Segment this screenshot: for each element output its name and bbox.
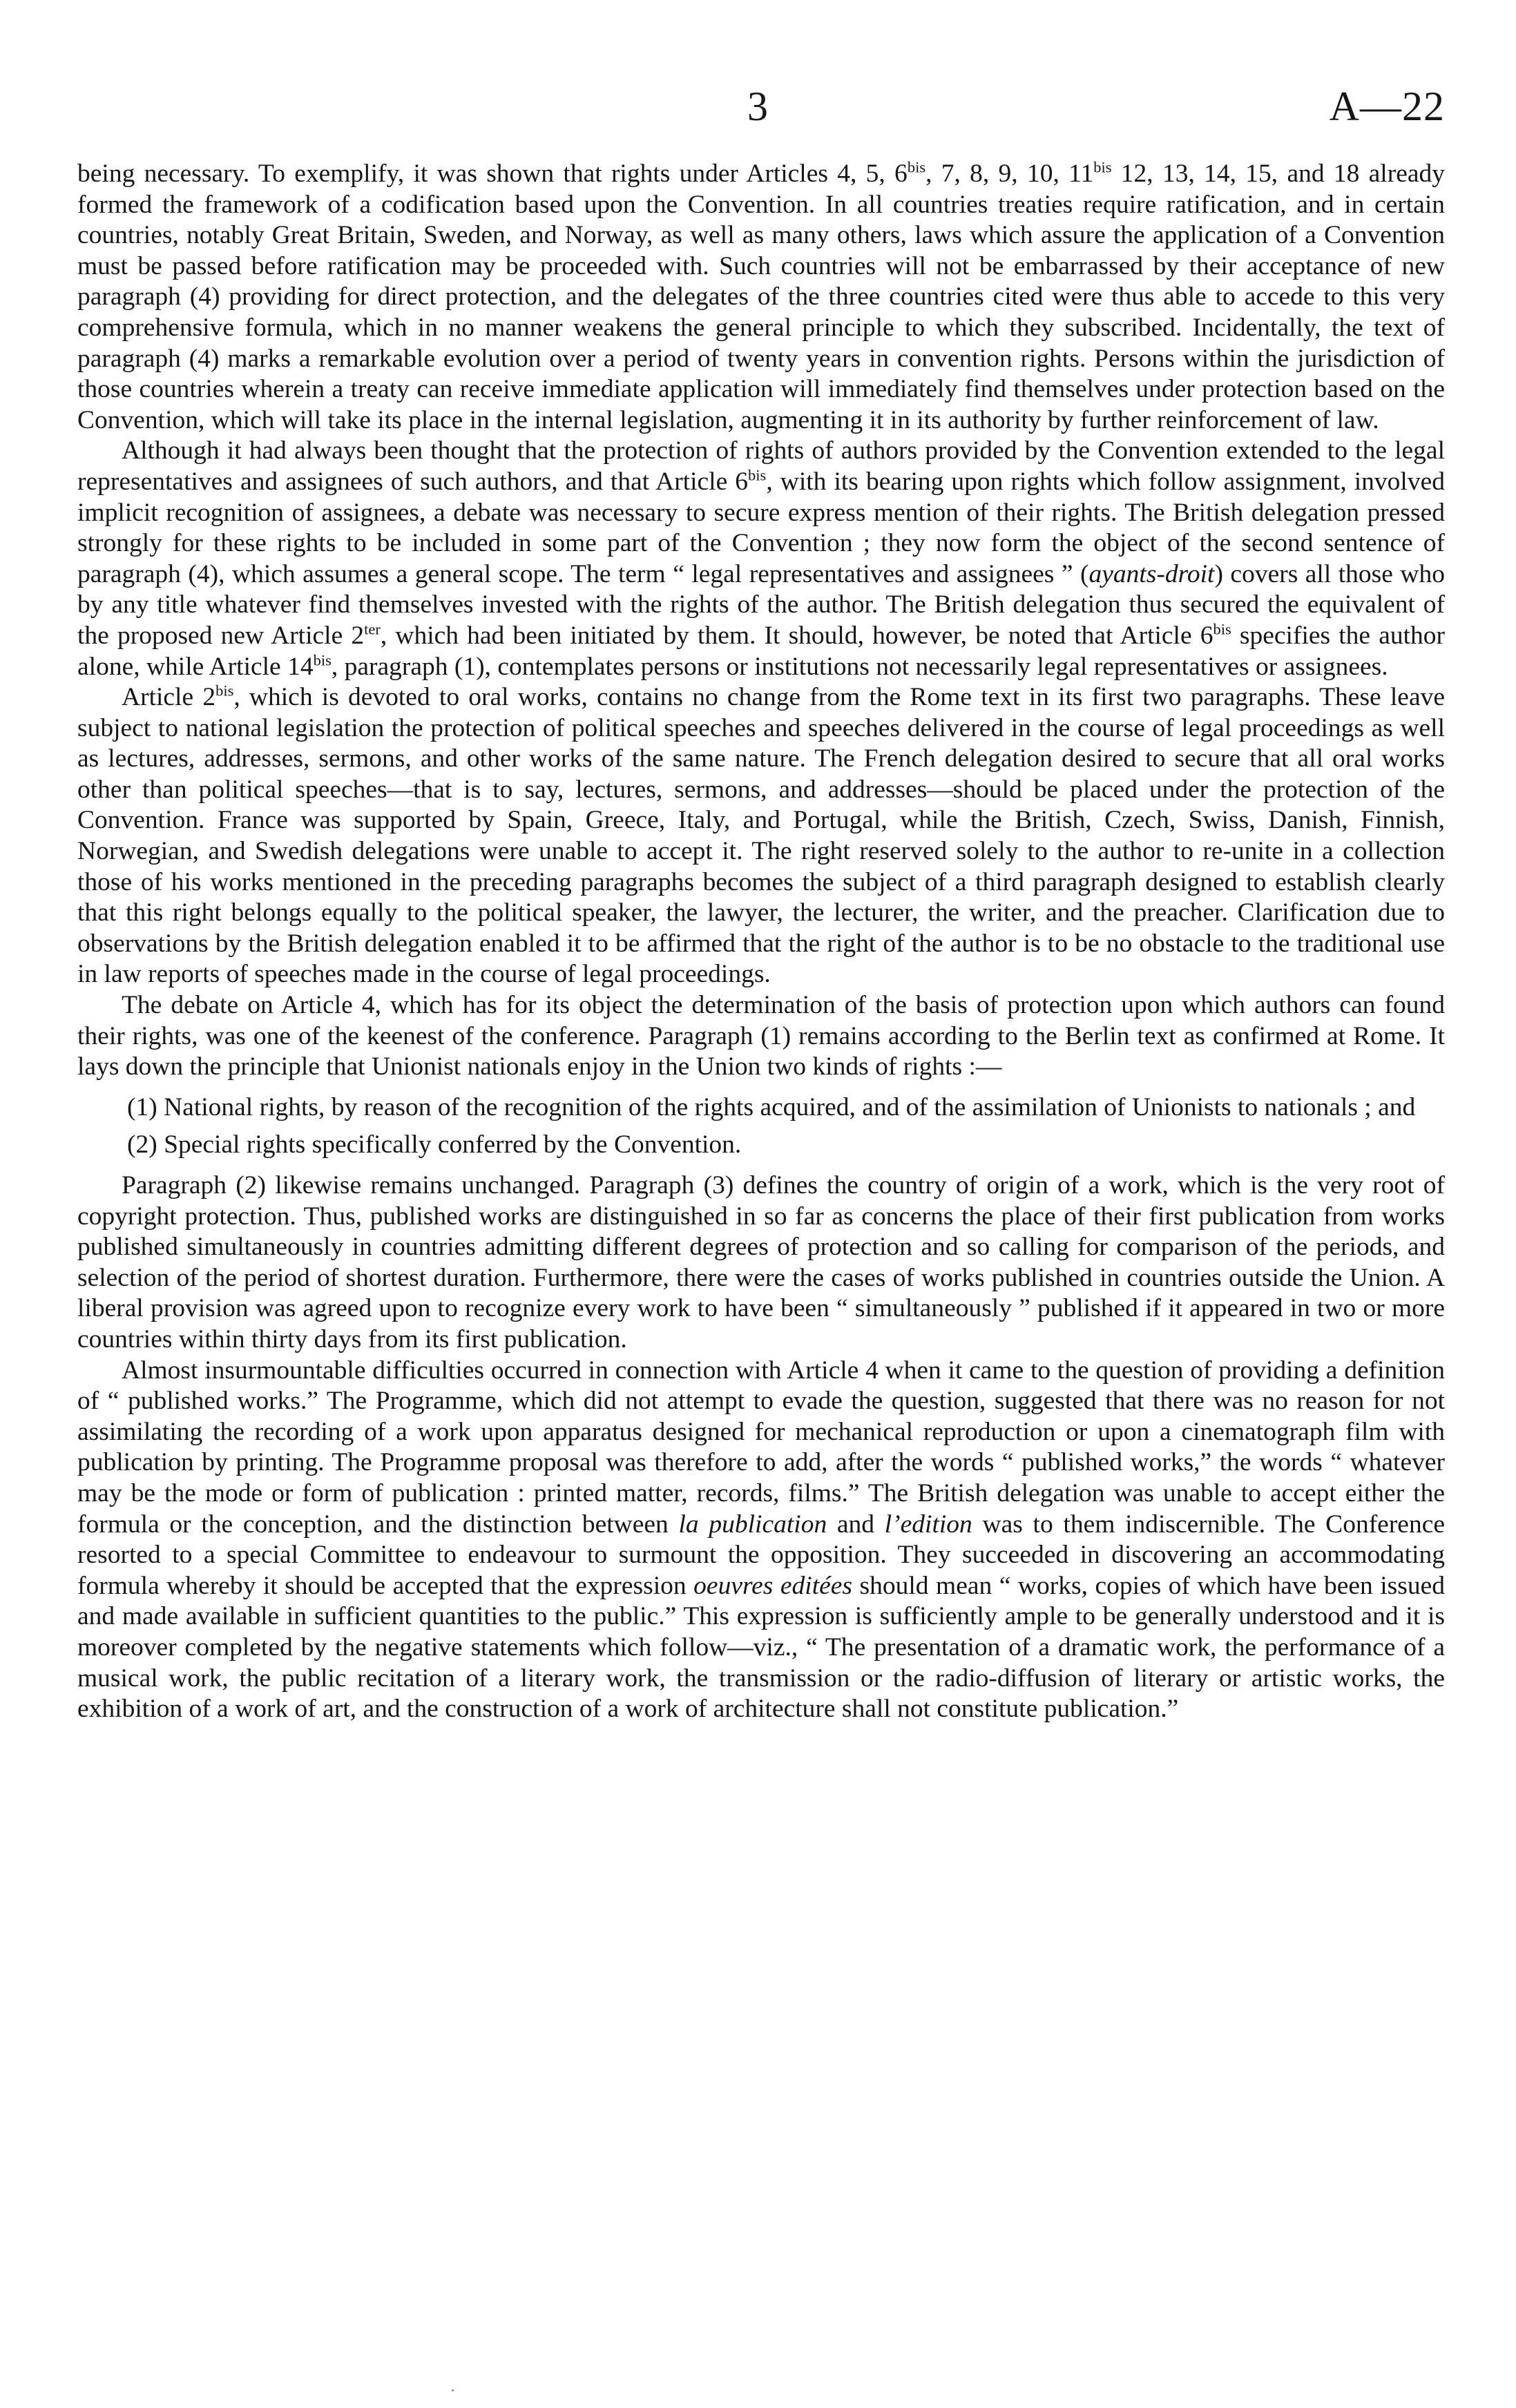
- text-run: Almost insurmountable difficulties occurred in connection with Article 4 when it came to the question of providing a definition of “ published works.” The Programme, which did not attempt to evade the question, suggested that there was no reason for not assimilating the recording of a work upon apparatus designed for mechanical reproduction or upon a cinematograph film with publication by printing. The Programme proposal was therefore to add, after the words “ published works,” the words “ whatever may be the mode or form of publication : printed matter, records, films.” The British delegation was unable to accept either the formula or the conception, and the distinction between: [77, 1356, 1445, 1539]
- text-run: Article 2: [122, 683, 216, 712]
- superscript: bis: [313, 651, 332, 668]
- paragraph: [77, 990, 1445, 1083]
- text-run: and: [827, 1510, 885, 1539]
- paragraph: [77, 1356, 1445, 1725]
- paragraph: [77, 682, 1445, 990]
- superscript: bis: [215, 682, 234, 700]
- text-run: , which is devoted to oral works, contains no change from the Rome text in its first two paragraphs. These leave subject to national legislation the protection of political speeches and speeches delivered in the course of legal proceedings as well as lectures, addresses, sermons, and other works of the same nature. The French delegation desired to secure that all oral works other than political speeches—that is to say, lectures, sermons, and addresses—should be placed under the protection of the Convention. France was supported by Spain, Greece, Italy, and Portugal, while the British, Czech, Swiss, Danish, Finnish, Norwegian, and Swedish delegations were unable to accept it. The right reserved solely to the author to re-unite in a collection those of his works mentioned in the preceding paragraphs becomes the subject of a third paragraph designed to establish clearly that this right belongs equally to the political speaker, the lawyer, the lecturer, the writer, and the preacher. Clarification due to observations by the British delegation enabled it to be affirmed that the right of the author is to be no obstacle to the traditional use in law reports of speeches made in the course of legal proceedings.: [77, 683, 1445, 989]
- text-run: Paragraph (2) likewise remains unchanged. Paragraph (3) defines the country of origin of a work, which is the very root of copyright protection. Thus, published works are distinguished in so far as concerns the place of their first publication from works published simultaneously in countries admitting different degrees of protection and so calling for comparison of the periods, and selection of the period of shortest duration. Furthermore, there were the cases of works published in countries outside the Union. A liberal provision was agreed upon to recognize every work to have been “ simultaneously ” published if it appeared in two or more countries within thirty days from its first publication.: [77, 1171, 1445, 1354]
- text-run: The debate on Article 4, which has for its object the determination of the basis of protection upon which authors can found their rights, was one of the keenest of the conference. Paragraph (1) remains according to the Berlin text as confirmed at Rome. It lays down the principle that Unionist nationals enjoy in the Union two kinds of rights :—: [77, 991, 1445, 1081]
- paragraph: [77, 159, 1445, 436]
- superscript: ter: [364, 620, 381, 638]
- text-run: Although it had always been thought that the protection of rights of authors provided by the Convention extended to the legal representatives and assignees of such authors, and that Article 6: [77, 436, 1445, 496]
- text-run: should mean “ works, copies of which have been issued and made available in sufficient quantities to the public.” This expression is sufficiently ample to be generally understood and it is moreover completed by the negative statements which follow—viz., “ The presentation of a dramatic work, the performance of a musical work, the public recitation of a literary work, the transmission or the radio-diffusion of literary or artistic works, the exhibition of a work of art, and the construction of a work of architecture shall not constitute publication.”: [77, 1571, 1445, 1724]
- text-run: ) covers all those who by any title whatever find themselves invested with the rights of the author. The British delegation thus secured the equivalent of the proposed new Article 2: [77, 559, 1446, 650]
- text-run: specifies the author alone, while Article 14: [77, 621, 1446, 681]
- italic-term: l’edition: [884, 1510, 972, 1539]
- text-run: , paragraph (1), contemplates persons or institutions not necessarily legal representatives or assignees.: [331, 652, 1388, 681]
- superscript: bis: [1093, 158, 1112, 176]
- document-reference: A—22: [1329, 84, 1445, 129]
- italic-term: la publication: [678, 1510, 827, 1539]
- superscript: bis: [1213, 620, 1231, 638]
- page-header: [77, 83, 1445, 159]
- superscript: bis: [748, 466, 767, 484]
- text-run: , 7, 8, 9, 10, 11: [925, 160, 1094, 188]
- superscript: bis: [907, 158, 926, 176]
- list-item: [77, 1092, 1445, 1124]
- italic-term: oeuvres editées: [693, 1571, 853, 1600]
- document-page: [77, 83, 1445, 1725]
- italic-term: ayants-droit: [1088, 559, 1215, 588]
- list-item: [77, 1130, 1445, 1161]
- text-run: being necessary. To exemplify, it was shown that rights under Articles 4, 5, 6: [77, 160, 908, 188]
- paragraph: [77, 1171, 1445, 1356]
- body-text: [77, 159, 1445, 1725]
- scan-speck: [452, 2389, 454, 2391]
- text-run: , with its bearing upon rights which follow assignment, involved implicit recognition of assignees, a debate was necessary to secure express mention of their rights. The British delegation pressed strongly for these rights to be included in some part of the Convention ; they now form the object of the second sentence of paragraph (4), which assumes a general scope. The term “ legal representatives and assignees ” (: [77, 467, 1445, 588]
- text-run: , which had been initiated by them. It should, however, be noted that Article 6: [380, 621, 1213, 650]
- text-run: was to them indiscernible. The Conference resorted to a special Committee to endeavour to surmount the opposition. They succeeded in discovering an accommodating formula whereby it should be accepted that the expression: [77, 1510, 1445, 1600]
- page-number: 3: [747, 84, 768, 129]
- text-run: (1) National rights, by reason of the recognition of the rights acquired, and of the assimilation of Unionists to nationals ; and: [127, 1092, 1416, 1121]
- paragraph: [77, 436, 1445, 682]
- text-run: (2) Special rights specifically conferred by the Convention.: [127, 1130, 742, 1159]
- text-run: 12, 13, 14, 15, and 18 already formed the framework of a codification based upon the Convention. In all countries treaties require ratification, and in certain countries, notably Great Britain, Sweden, and Norway, as well as many others, laws which assure the application of a Convention must be passed before ratification may be proceeded with. Such countries will not be embarrassed by their acceptance of new paragraph (4) providing for direct protection, and the delegates of the three countries cited were thus able to accede to this very comprehensive formula, which in no manner weakens the general principle to which they subscribed. Incidentally, the text of paragraph (4) marks a remarkable evolution over a period of twenty years in convention rights. Persons within the jurisdiction of those countries wherein a treaty can receive immediate application will immediately find themselves under protection based on the Convention, which will take its place in the internal legislation, augmenting it in its authority by further reinforcement of law.: [77, 160, 1446, 434]
